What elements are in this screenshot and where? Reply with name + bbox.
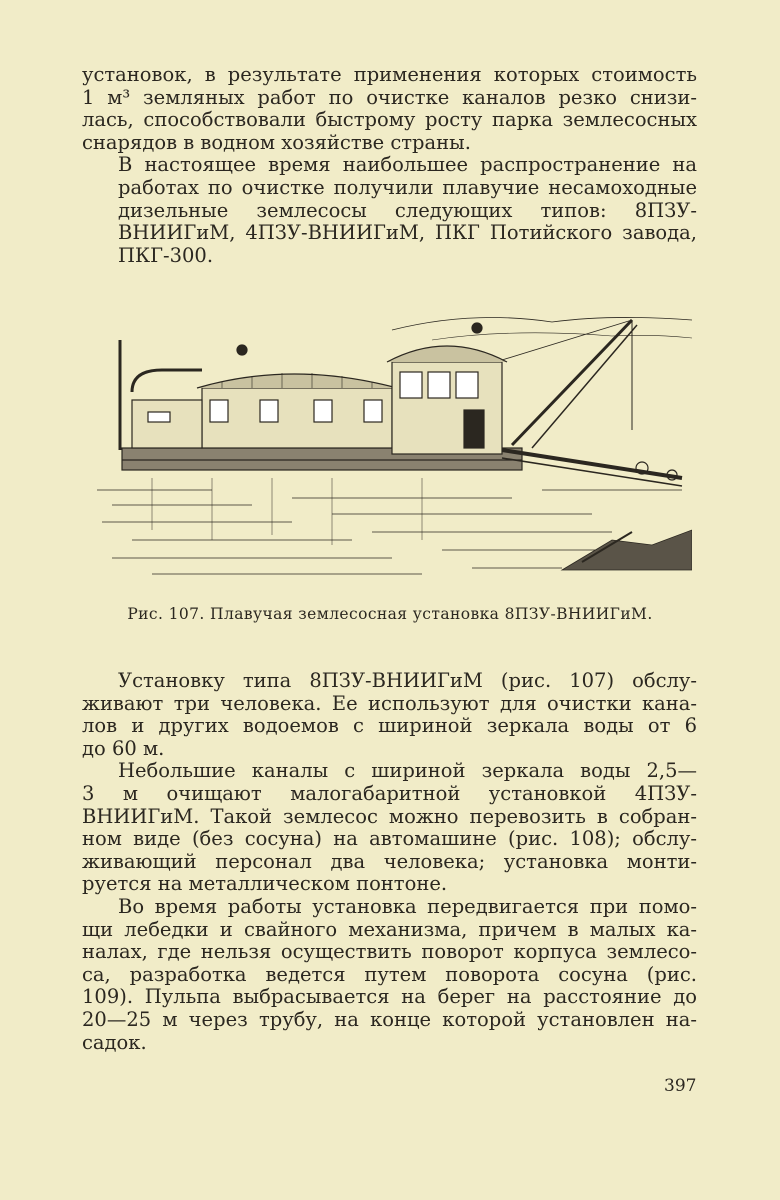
text-line: налах, где нельзя осуществить поворот корпуса землесо- bbox=[82, 940, 697, 964]
text-line: 109). Пульпа выбрасывается на берег на расстояние до bbox=[82, 985, 697, 1009]
paragraph bbox=[82, 670, 697, 760]
paragraph bbox=[82, 760, 697, 896]
text-line: Установку типа 8ПЗУ-ВНИИГиМ (рис. 107) обслу- bbox=[118, 669, 697, 692]
text-line: Небольшие каналы с шириной зеркала воды 2,5— bbox=[118, 759, 697, 783]
text-line: ном виде (без сосуна) на автомашине (рис. 108); обслу- bbox=[82, 827, 697, 851]
paragraph bbox=[82, 154, 697, 267]
text-line: 3 м очищают малогабаритной установкой 4ПЗУ- bbox=[82, 781, 697, 805]
text-line: работах по очистке получили плавучие несамоходные bbox=[118, 175, 697, 199]
text-line: щи лебедки и свайного механизма, причем в малых ка- bbox=[82, 917, 697, 941]
text-line: ВНИИГиМ, 4ПЗУ-ВНИИГиМ, ПКГ Потийского завода, bbox=[118, 221, 697, 245]
text-line: Во время работы установка передвигается при помо- bbox=[118, 894, 697, 918]
text-line: лов и других водоемов с шириной зеркала воды от 6 bbox=[82, 714, 697, 738]
text-line: дизельные землесосы следующих типов: 8ПЗУ- bbox=[118, 198, 697, 222]
text-block-bottom bbox=[82, 670, 697, 1054]
text-line: ВНИИГиМ. Такой землесос можно перевозить в собран- bbox=[82, 804, 697, 828]
text-line: живают три человека. Ее используют для очистки кана- bbox=[82, 691, 697, 715]
text-line: 1 м³ земляных работ по очистке каналов резко снизи- bbox=[82, 85, 697, 109]
text-line: руется на металлическом понтоне. bbox=[82, 872, 448, 896]
page-number: 397 bbox=[664, 1076, 697, 1096]
paragraph bbox=[82, 64, 697, 154]
text-line: до 60 м. bbox=[82, 736, 165, 760]
figure-caption: Рис. 107. Плавучая землесосная установка 8ПЗУ-ВНИИГиМ. bbox=[127, 605, 653, 623]
text-line: 20—25 м через трубу, на конце которой установлен на- bbox=[82, 1007, 697, 1031]
text-line: снарядов в водном хозяйстве страны. bbox=[82, 130, 471, 154]
floating-dredger-illustration-icon bbox=[92, 300, 692, 590]
text-line: лась, способствовали быстрому росту парка землесосных bbox=[82, 108, 697, 132]
text-line: садок. bbox=[82, 1030, 147, 1054]
text-line: установок, в результате применения которых стоимость bbox=[82, 63, 697, 86]
text-line: живающий персонал два человека; установка монти- bbox=[82, 849, 697, 873]
text-line: ПКГ-300. bbox=[118, 243, 214, 267]
text-block-top bbox=[82, 64, 697, 267]
paragraph bbox=[82, 896, 697, 1054]
text-line: В настоящее время наибольшее распространение на bbox=[118, 153, 697, 177]
text-line: са, разработка ведется путем поворота сосуна (рис. bbox=[82, 962, 697, 986]
figure-107 bbox=[92, 300, 692, 590]
